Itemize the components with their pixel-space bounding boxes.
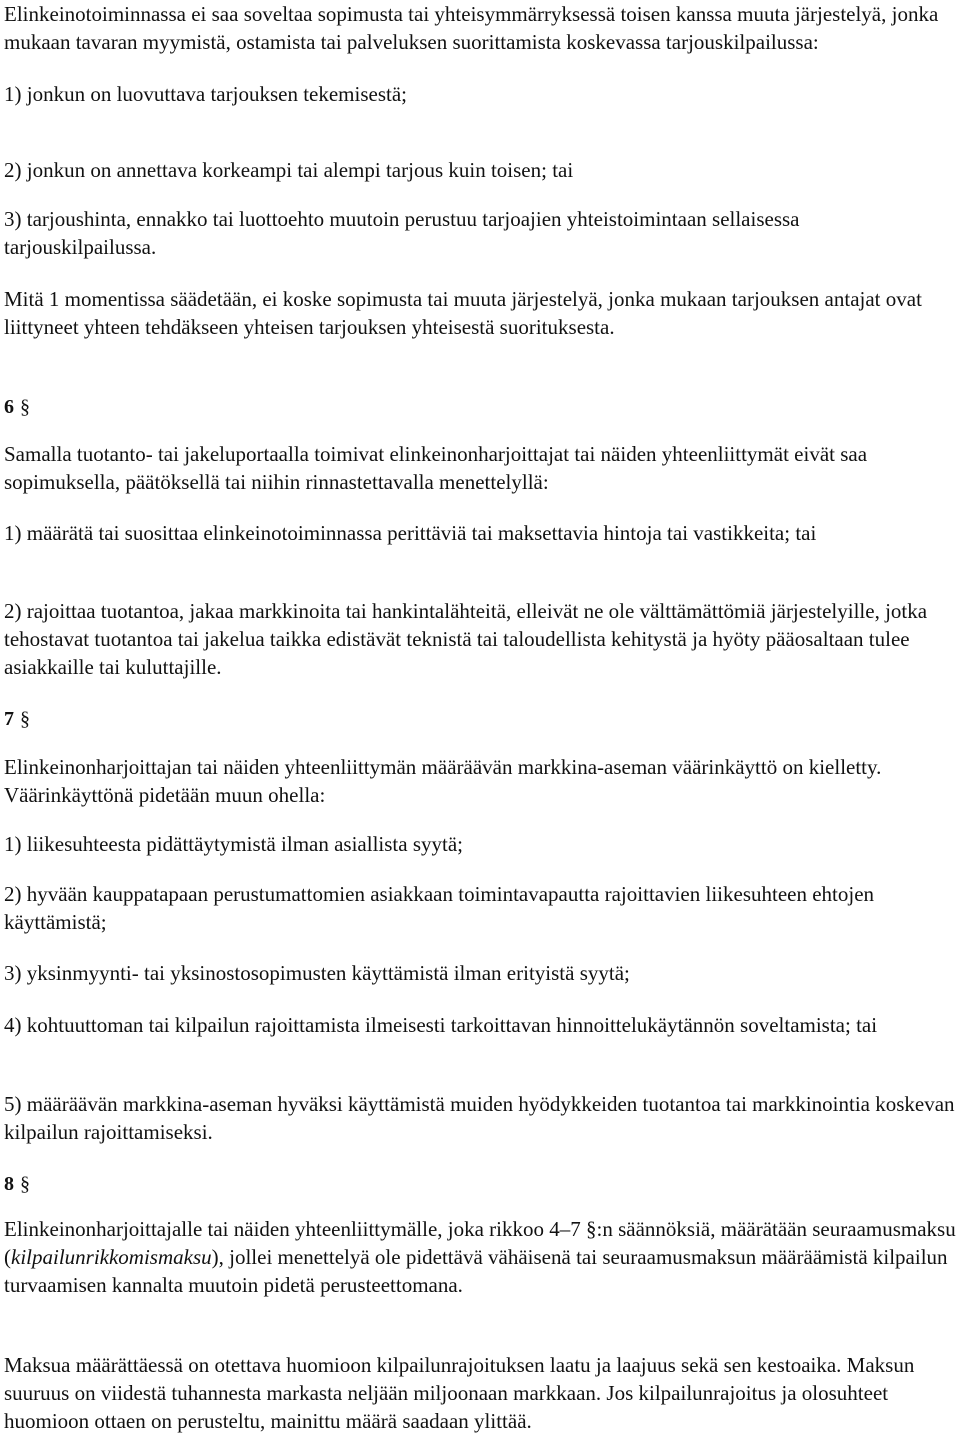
text-run: ), jollei menettelyä ole pidettävä vähäisenä tai seuraamusmaksun määräämistä kilpailun turvaamisen kannalta muutoin pidetä perusteettomana. <box>4 1245 948 1297</box>
list-item-3: 3) tarjoushinta, ennakko tai luottoehto muutoin perustuu tarjoajien yhteistoimintaan sellaisessa tarjouskilpailussa. <box>4 207 800 259</box>
list-item-7-2: 2) hyvään kauppatapaan perustumattomien asiakkaan toimintavapautta rajoittavien liikesuhteen ehtojen käyttämistä; <box>4 882 875 934</box>
paragraph-section-6: Samalla tuotanto- tai jakeluportaalla toimivat elinkeinonharjoittajat tai näiden yhteenliittymät eivät saa sopimuksella, päätöksellä tai niihin rinnastettavalla menettelyllä: <box>4 442 868 494</box>
section-symbol: § <box>586 1217 597 1241</box>
list-item-7-5: 5) määräävän markkina-aseman hyväksi käyttämistä muiden hyödykkeiden tuotantoa tai markkinointia koskevan kilpailun rajoittamiseksi. <box>4 1092 955 1144</box>
list-item-1: 1) jonkun on luovuttava tarjouksen tekemisestä; <box>4 82 407 106</box>
list-item-6-1: 1) määrätä tai suosittaa elinkeinotoiminnassa perittäviä tai maksettavia hintoja tai vastikkeita; tai <box>4 521 817 545</box>
list-item-2: 2) jonkun on annettava korkeampi tai alempi tarjous kuin toisen; tai <box>4 158 574 182</box>
text-run: Elinkeinonharjoittajalle tai näiden yhteenliittymälle, joka rikkoo 4–7 <box>4 1217 587 1241</box>
section-heading-6 <box>4 393 956 421</box>
paragraph-section-7: Elinkeinonharjoittajan tai näiden yhteenliittymän määräävän markkina-aseman väärinkäyttö on kielletty. Väärinkäyttönä pidetään muun ohella: <box>4 755 882 807</box>
paragraph-intro: Elinkeinotoiminnassa ei saa soveltaa sopimusta tai yhteisymmärryksessä toisen kanssa muuta järjestelyä, jonka mukaan tavaran myymistä, ostamista tai palveluksen suorittamista koskevassa tarjouskilpailussa: <box>4 2 939 54</box>
paragraph-section-8 <box>4 1215 956 1299</box>
section-number: 6 <box>4 396 14 418</box>
section-symbol: § <box>20 396 30 418</box>
list-item-7-1: 1) liikesuhteesta pidättäytymistä ilman asiallista syytä; <box>4 832 463 856</box>
paragraph-payment: Maksua määrättäessä on otettava huomioon kilpailunrajoituksen laatu ja laajuus sekä sen kestoaika. Maksun suuruus on viidestä tuhannesta markasta neljään miljoonaan markkaan. Jos kilpailunrajoitus ja olosuhteet huomioon ottaen on perusteltu, mainittu määrä saadaan ylittää. <box>4 1353 915 1433</box>
list-item-7-3: 3) yksinmyynti- tai yksinostosopimusten käyttämistä ilman erityistä syytä; <box>4 961 630 985</box>
list-item-6-2: 2) rajoittaa tuotantoa, jakaa markkinoita tai hankintalähteitä, elleivät ne ole välttämättömiä järjestelyille, jotka tehostavat tuotantoa tai jakelua taikka edistävät teknistä tai taloudellista kehitystä ja hyöty pääosaltaan tulee asiakkaille tai kuluttajille. <box>4 599 928 679</box>
defined-term: kilpailunrikkomismaksu <box>11 1245 212 1269</box>
section-heading-8 <box>4 1170 956 1198</box>
section-symbol: § <box>20 708 30 730</box>
text-run: :n säännöksiä, määrätään seuraamusmaksu ( <box>4 1217 956 1269</box>
section-symbol: § <box>20 1173 30 1195</box>
section-heading-7 <box>4 705 956 733</box>
paragraph-moment-2: Mitä 1 momentissa säädetään, ei koske sopimusta tai muuta järjestelyä, jonka mukaan tarjouksen antajat ovat liittyneet yhteen tehdäkseen yhteisen tarjouksen yhteisestä suorituksesta. <box>4 287 922 339</box>
section-number: 8 <box>4 1173 14 1195</box>
section-number: 7 <box>4 708 14 730</box>
list-item-7-4: 4) kohtuuttoman tai kilpailun rajoittamista ilmeisesti tarkoittavan hinnoittelukäytännön soveltamista; tai <box>4 1013 878 1037</box>
